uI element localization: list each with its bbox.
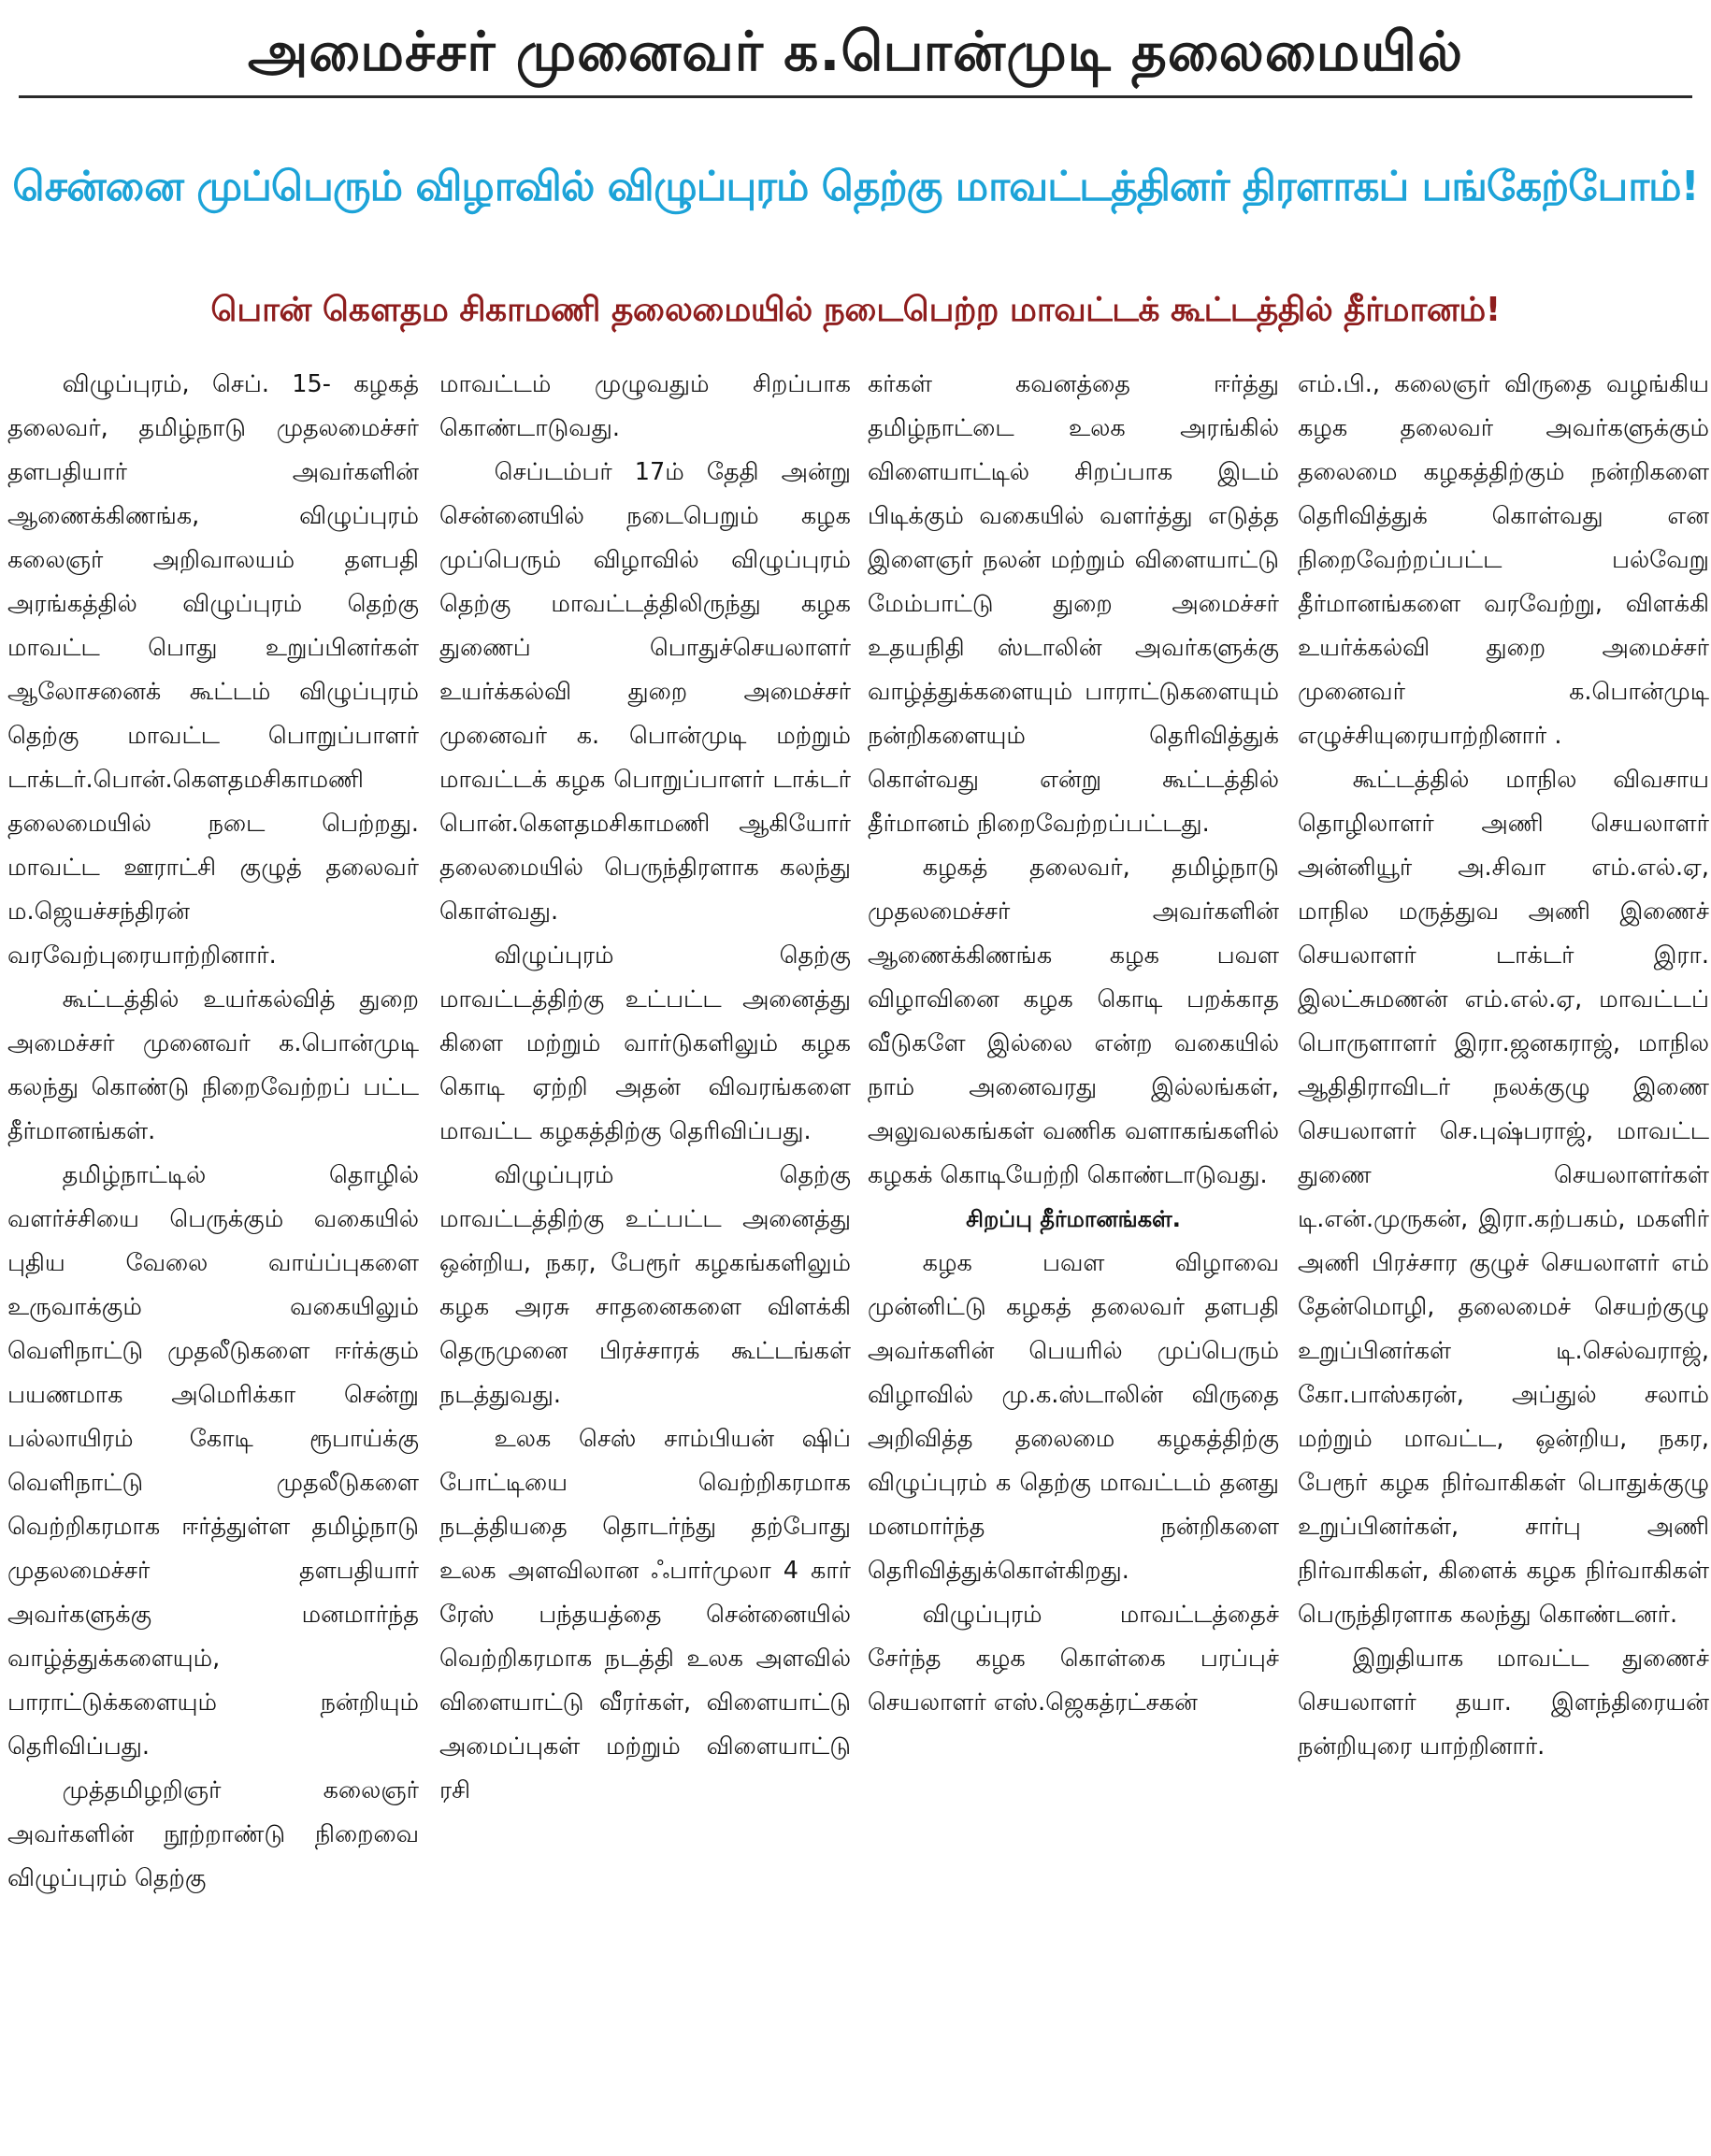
section-subtitle: சிறப்பு தீர்மானங்கள். — [966, 1206, 1181, 1232]
paragraph: கூட்டத்தில் மாநில விவசாய தொழிலாளர் அணி செயலாளர் அன்னியூர் அ.சிவா எம்.எல்.ஏ, மாநில மருத்துவ அணி இணைச் செயலாளர் டாக்டர் இரா. இலட்சுமணன் எம்.எல்.ஏ, மாவட்டப் பொருளாளர் இரா.ஜனகராஜ், மாநில ஆதிதிராவிடர் நலக்குழு இணை செயலாளர் செ.புஷ்பராஜ், மாவட்ட துணை செயலாளர்கள் டி.என்.முருகன், இரா.கற்பகம், மகளிர் அணி பிரச்சார குழுச் செயலாளர் எம் தேன்மொழி, தலைமைச் செயற்குழு உறுப்பினர்கள் டி.செல்வராஜ், கோ.பாஸ்கரன், அப்துல் சலாம் மற்றும் மாவட்ட, ஒன்றிய, நகர, பேரூர் கழக நிர்வாகிகள் பொதுக்குழு உறுப்பினர்கள், சார்பு அணி நிர்வாகிகள், கிளைக் கழக நிர்வாகிகள் பெருந்திரளாக கலந்து கொண்டனர். — [1298, 766, 1709, 1629]
paragraph-continued: எம்.பி., கலைஞர் விருதை வழங்கிய கழக தலைவர் அவர்களுக்கும் தலைமை கழகத்திற்கும் நன்றிகளை தெரிவித்துக் கொள்வது என நிறைவேற்றப்பட்ட பல்வேறு தீர்மானங்களை வரவேற்று, விளக்கி உயர்க்கல்வி துறை அமைச்சர் முனைவர் க.பொன்முடி எழுச்சியுரையாற்றினார் . — [1298, 370, 1709, 750]
paragraph: உலக செஸ் சாம்பியன் ஷிப் போட்டியை வெற்றிகரமாக நடத்தியதை தொடர்ந்து தற்போது உலக அளவிலான ஃபார்முலா 4 கார் ரேஸ் பந்தயத்தை சென்னையில் வெற்றிகரமாக நடத்தி உலக அளவில் விளையாட்டு வீரர்கள், விளையாட்டு அமைப்புகள் மற்றும் விளையாட்டு ரசி — [439, 1425, 851, 1804]
paragraph-continued: மாவட்டம் முழுவதும் சிறப்பாக கொண்டாடுவது. — [439, 370, 851, 442]
article-headline: சென்னை முப்பெரும் விழாவில் விழுப்புரம் தெற்கு மாவட்டத்தினர் திரளாகப் பங்கேற்போம்! — [12, 163, 1699, 210]
article-column-2 — [439, 363, 851, 2153]
paragraph: இறுதியாக மாவட்ட துணைச் செயலாளர் தயா. இளந்திரையன் நன்றியுரை யாற்றினார். — [1298, 1645, 1709, 1761]
paragraph: தமிழ்நாட்டில் தொழில் வளர்ச்சியை பெருக்கும் வகையில் புதிய வேலை வாய்ப்புகளை உருவாக்கும் வகையிலும் வெளிநாட்டு முதலீடுகளை ஈர்க்கும் பயணமாக அமெரிக்கா சென்று பல்லாயிரம் கோடி ரூபாய்க்கு வெளிநாட்டு முதலீடுகளை வெற்றிகரமாக ஈர்த்துள்ள தமிழ்நாடு முதலமைச்சர் தளபதியார் அவர்களுக்கு மனமார்ந்த வாழ்த்துக்களையும், பாராட்டுக்களையும் நன்றியும் தெரிவிப்பது. — [7, 1161, 419, 1761]
paragraph-continued: கர்கள் கவனத்தை ஈர்த்து தமிழ்நாட்டை உலக அரங்கில் விளையாட்டில் சிறப்பாக இடம் பிடிக்கும் வகையில் வளர்த்து எடுத்த இளைஞர் நலன் மற்றும் விளையாட்டு மேம்பாட்டு துறை அமைச்சர் உதயநிதி ஸ்டாலின் அவர்களுக்கு வாழ்த்துக்களையும் பாராட்டுகளையும் நன்றிகளையும் தெரிவித்துக் கொள்வது என்று கூட்டத்தில் தீர்மானம் நிறைவேற்றப்பட்டது. — [868, 370, 1279, 838]
paragraph: விழுப்புரம், செப். 15- கழகத் தலைவர், தமிழ்நாடு முதலமைச்சர் தளபதியார் அவர்களின் ஆணைக்கிணங்க, விழுப்புரம் கலைஞர் அறிவாலயம் தளபதி அரங்கத்தில் விழுப்புரம் தெற்கு மாவட்ட பொது உறுப்பினர்கள் ஆலோசனைக் கூட்டம் விழுப்புரம் தெற்கு மாவட்ட பொறுப்பாளர் டாக்டர்.பொன்.கௌதமசிகாமணி தலைமையில் நடை பெற்றது. மாவட்ட ஊராட்சி குழுத் தலைவர் ம.ஜெயச்சந்திரன் வரவேற்புரையாற்றினார். — [7, 370, 419, 970]
article-column-1 — [7, 363, 419, 2153]
paragraph: கழக பவள விழாவை முன்னிட்டு கழகத் தலைவர் தளபதி அவர்களின் பெயரில் முப்பெரும் விழாவில் மு.க.ஸ்டாலின் விருதை அறிவித்த தலைமை கழகத்திற்கு விழுப்புரம் க தெற்கு மாவட்டம் தனது மனமார்ந்த நன்றிகளை தெரிவித்துக்கொள்கிறது. — [868, 1249, 1279, 1585]
paragraph: விழுப்புரம் மாவட்டத்தைச் சேர்ந்த கழக கொள்கை பரப்புச் செயலாளர் எஸ்.ஜெகத்ரட்சகன் — [868, 1601, 1279, 1717]
article-kicker: அமைச்சர் முனைவர் க.பொன்முடி தலைமையில் — [247, 20, 1464, 83]
article-column-3 — [868, 363, 1279, 2153]
paragraph: கழகத் தலைவர், தமிழ்நாடு முதலமைச்சர் அவர்களின் ஆணைக்கிணங்க கழக பவள விழாவினை கழக கொடி பறக்காத வீடுகளே இல்லை என்ற வகையில் நாம் அனைவரது இல்லங்கள், அலுவலகங்கள் வணிக வளாகங்களில் கழகக் கொடியேற்றி கொண்டாடுவது. — [868, 854, 1279, 1189]
paragraph: முத்தமிழறிஞர் கலைஞர் அவர்களின் நூற்றாண்டு நிறைவை விழுப்புரம் தெற்கு — [7, 1776, 419, 1892]
article-column-4 — [1298, 363, 1709, 2153]
paragraph: கூட்டத்தில் உயர்கல்வித் துறை அமைச்சர் முனைவர் க.பொன்முடி கலந்து கொண்டு நிறைவேற்றப் பட்ட தீர்மானங்கள். — [7, 985, 419, 1145]
paragraph: விழுப்புரம் தெற்கு மாவட்டத்திற்கு உட்பட்ட அனைத்து ஒன்றிய, நகர, பேரூர் கழகங்களிலும் கழக அரசு சாதனைகளை விளக்கி தெருமுனை பிரச்சாரக் கூட்டங்கள் நடத்துவது. — [439, 1161, 851, 1409]
article-subheadline: பொன் கௌதம சிகாமணி தலைமையில் நடைபெற்ற மாவட்டக் கூட்டத்தில் தீர்மானம்! — [210, 291, 1501, 329]
paragraph: விழுப்புரம் தெற்கு மாவட்டத்திற்கு உட்பட்ட அனைத்து கிளை மற்றும் வார்டுகளிலும் கழக கொடி ஏற்றி அதன் விவரங்களை மாவட்ட கழகத்திற்கு தெரிவிப்பது. — [439, 941, 851, 1145]
header-divider — [19, 95, 1692, 98]
paragraph: செப்டம்பர் 17ம் தேதி அன்று சென்னையில் நடைபெறும் கழக முப்பெரும் விழாவில் விழுப்புரம் தெற்கு மாவட்டத்திலிருந்து கழக துணைப் பொதுச்செயலாளர் உயர்க்கல்வி துறை அமைச்சர் முனைவர் க. பொன்முடி மற்றும் மாவட்டக் கழக பொறுப்பாளர் டாக்டர் பொன்.கௌதமசிகாமணி ஆகியோர் தலைமையில் பெருந்திரளாக கலந்து கொள்வது. — [439, 458, 851, 926]
